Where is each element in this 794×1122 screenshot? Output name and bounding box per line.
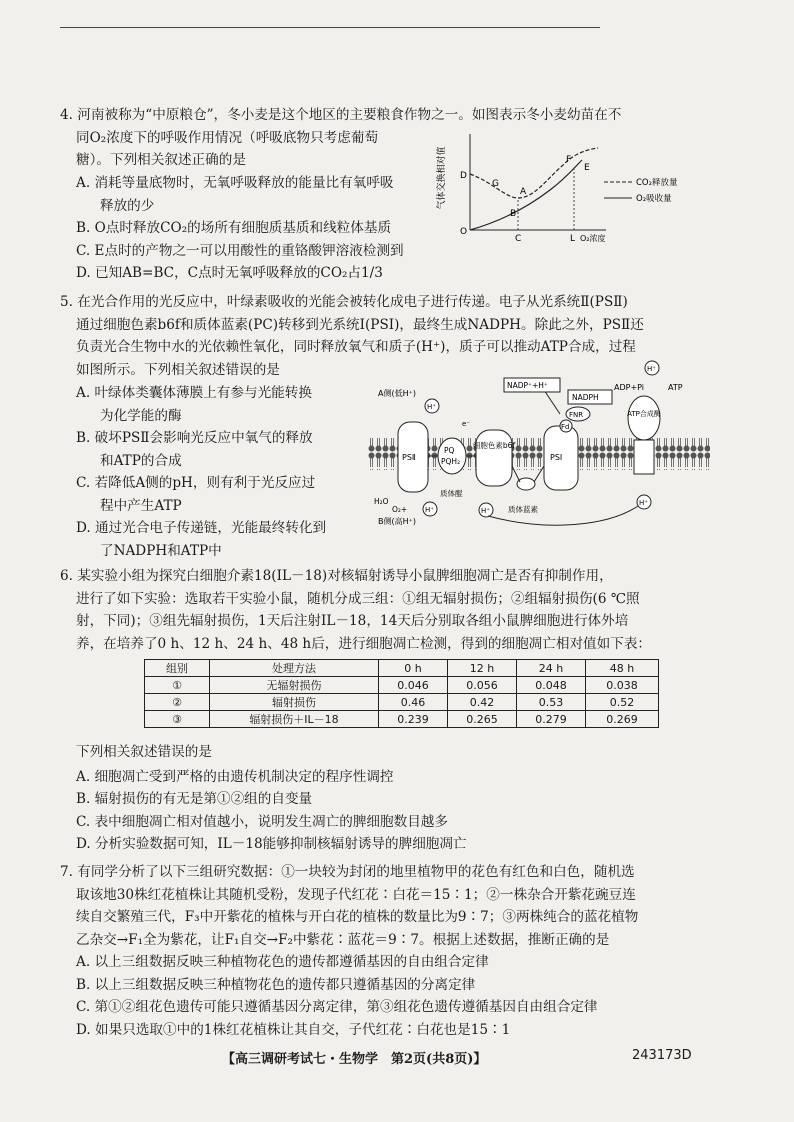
graph-point-c: C bbox=[515, 234, 522, 244]
question-6-options bbox=[60, 741, 760, 856]
table-header: 48 h bbox=[586, 660, 659, 677]
question-6-stem bbox=[60, 565, 760, 655]
table-cell: 0.269 bbox=[586, 711, 659, 728]
question-5-line: 负责光合生物中水的光依赖性氧化，同时释放氧气和质子(H⁺)，质子可以推动ATP合成，过程 bbox=[76, 339, 636, 355]
table-header: 24 h bbox=[517, 660, 586, 677]
question-4-graph bbox=[434, 128, 734, 250]
question-5-membrane-diagram bbox=[368, 356, 710, 534]
question-4-option-a-cont: 释放的少 bbox=[100, 197, 155, 214]
question-5-line: 5. 在光合作用的光反应中，叶绿素吸收的光能会被转化成电子进行传递。电子从光系统Ⅱ(PSⅡ) bbox=[60, 294, 628, 310]
question-6-line: 进行了如下实验：选取若干实验小鼠，随机分成三组：①组无辐射损伤；②组辐射损伤(6 ℃照 bbox=[76, 590, 640, 607]
question-4-line: 同O₂浓度下的呼吸作用情况（呼吸底物只考虑葡萄 bbox=[76, 129, 379, 146]
page-footer: 【高三调研考试七・生物学 第2页(共8页)】 bbox=[222, 1052, 487, 1067]
light-arrow bbox=[544, 390, 560, 414]
table-row bbox=[145, 711, 659, 728]
table-cell: 0.048 bbox=[517, 677, 586, 694]
graph-point-b: B bbox=[510, 209, 517, 219]
pq-label: PQ bbox=[444, 446, 455, 455]
top-rule bbox=[60, 27, 600, 28]
question-6-option-b[interactable]: B. 辐射损伤的有无是第①②组的自变量 bbox=[76, 791, 313, 807]
graph-ylabel: 气体交换相对值 bbox=[437, 146, 447, 210]
table-cell: 0.046 bbox=[379, 677, 448, 694]
question-4-option-c[interactable]: C. E点时的产物之一可以用酸性的重铬酸钾溶液检测到 bbox=[76, 242, 404, 259]
electron-label: e⁻ bbox=[462, 420, 471, 428]
graph-xlabel: O₂浓度 bbox=[580, 234, 606, 243]
pc-name-label: 质体蓝素 bbox=[508, 505, 538, 514]
graph-point-e: E bbox=[584, 163, 590, 173]
question-6-prompt: 下列相关叙述错误的是 bbox=[76, 744, 212, 760]
table-cell: 0.52 bbox=[586, 694, 659, 711]
atp-synthase-label: ATP合成酶 bbox=[627, 410, 661, 418]
pq-name-label: 质体醌 bbox=[440, 489, 463, 498]
graph-point-l: L bbox=[570, 234, 576, 244]
oxygen-label: O₂+ bbox=[392, 505, 408, 514]
psi-label: PSⅠ bbox=[550, 453, 563, 462]
question-6-option-d[interactable]: D. 分析实验数据可知，IL－18能够抑制核辐射诱导的脾细胞凋亡 bbox=[76, 836, 467, 852]
question-6-line: 6. 某实验小组为探究白细胞介素18(IL－18)对核辐射诱导小鼠脾细胞凋亡是否有抑制作用， bbox=[60, 568, 613, 584]
graph-point-f: F bbox=[566, 155, 572, 165]
table-cell: 0.46 bbox=[379, 694, 448, 711]
question-5-option-d[interactable]: D. 通过光合电子传递链，光能最终转化到 bbox=[76, 520, 327, 536]
question-6-option-c[interactable]: C. 表中细胞凋亡相对值越小，说明发生凋亡的脾细胞数目越多 bbox=[76, 813, 448, 830]
table-cell: 辐射损伤 bbox=[210, 694, 379, 711]
table-header: 处理方法 bbox=[210, 660, 379, 677]
proton-top-label: H⁺ bbox=[647, 365, 656, 373]
question-6-line: 射，下同)；③组先辐射损伤，1天后注射IL－18，14天后分别取各组小鼠脾细胞进行体外培 bbox=[76, 613, 629, 629]
question-5-option-a[interactable]: A. 叶绿体类囊体薄膜上有参与光能转换 bbox=[76, 385, 312, 401]
graph-co2-curve bbox=[470, 148, 598, 198]
question-7-option-a[interactable]: A. 以上三组数据反映三种植物花色的遗传都遵循基因的自由组合定律 bbox=[76, 954, 489, 970]
question-7-option-b[interactable]: B. 以上三组数据反映三种植物花色的遗传都只遵循基因的分离定律 bbox=[76, 976, 476, 993]
question-4-line: 4. 河南被称为“中原粮仓”，冬小麦是这个地区的主要粮食作物之一。如图表示冬小麦幼苗在不 bbox=[60, 107, 622, 123]
question-5-option-b-cont: 和ATP的合成 bbox=[100, 452, 182, 469]
pc-carrier bbox=[517, 478, 535, 490]
table-cell: ① bbox=[145, 677, 210, 694]
fnr-label: FNR bbox=[569, 411, 584, 419]
table-cell: 0.53 bbox=[517, 694, 586, 711]
table-header: 0 h bbox=[379, 660, 448, 677]
table-cell: 0.038 bbox=[586, 677, 659, 694]
question-4-option-d[interactable]: D. 已知AB=BC，C点时无氧呼吸释放的CO₂占1/3 bbox=[76, 265, 383, 281]
table-cell: 0.265 bbox=[448, 711, 517, 728]
question-5-option-c-cont: 程中产生ATP bbox=[100, 497, 182, 514]
question-5-option-a-cont: 为化学能的酶 bbox=[100, 407, 182, 424]
graph-point-o: O bbox=[460, 227, 468, 237]
proton-b2-label: H⁺ bbox=[481, 507, 490, 515]
graph-point-g: G bbox=[492, 179, 499, 189]
graph-point-d: D bbox=[460, 171, 467, 181]
nadp-label: NADP⁺+H⁺ bbox=[507, 381, 548, 390]
question-5-option-d-cont: 了NADPH和ATP中 bbox=[100, 542, 222, 559]
table-cell: 0.42 bbox=[448, 694, 517, 711]
question-5-options bbox=[60, 382, 370, 562]
side-a-label: A侧(低H⁺) bbox=[378, 389, 416, 398]
question-7-line: 乙杂交→F₁全为紫花，让F₁自交→F₂中紫花∶蓝花＝9∶7。根据上述数据，推断正确的是 bbox=[76, 931, 610, 948]
pq-carrier bbox=[438, 438, 466, 474]
table-header-row bbox=[145, 660, 659, 677]
atp-label: ATP bbox=[668, 383, 683, 392]
question-4-line: 糖）。下列相关叙述正确的是 bbox=[76, 152, 246, 168]
proton-bottom-right-label: H⁺ bbox=[639, 499, 648, 507]
table-cell: ② bbox=[145, 694, 210, 711]
pqh2-label: PQH₂ bbox=[441, 457, 461, 466]
table-header: 12 h bbox=[448, 660, 517, 677]
graph-point-a: A bbox=[520, 187, 527, 197]
table-cell: 辐射损伤＋IL－18 bbox=[210, 711, 379, 728]
proton-a-label: H⁺ bbox=[427, 403, 436, 411]
question-7-stem bbox=[60, 861, 760, 1041]
question-6-line: 养，在培养了0 h、12 h、24 h、48 h后，进行细胞凋亡检测，得到的细胞凋亡相对值如下表： bbox=[76, 635, 652, 652]
table-header: 组别 bbox=[145, 660, 210, 677]
table-cell: 0.279 bbox=[517, 711, 586, 728]
table-cell: 0.239 bbox=[379, 711, 448, 728]
table-row bbox=[145, 694, 659, 711]
legend-o2: O₂吸收量 bbox=[636, 194, 672, 204]
question-4-option-a[interactable]: A. 消耗等量底物时，无氧呼吸释放的能量比有氧呼吸 bbox=[76, 175, 394, 191]
question-7-option-d[interactable]: D. 如果只选取①中的1株红花植株让其自交，子代红花∶白花也是15∶1 bbox=[76, 1021, 511, 1038]
question-7-line: 7. 有同学分析了以下三组研究数据：①一块较为封闭的地里植物甲的花色有红色和白色，随机选 bbox=[60, 864, 635, 880]
question-6-table bbox=[144, 659, 659, 728]
question-4-options bbox=[60, 172, 440, 285]
cytochrome-b6f bbox=[476, 430, 512, 486]
psii-label: PSⅡ bbox=[402, 453, 416, 462]
table-cell: 0.056 bbox=[448, 677, 517, 694]
legend-co2: CO₂释放量 bbox=[636, 178, 678, 188]
table-cell: 无辐射损伤 bbox=[210, 677, 379, 694]
atp-synthase-head bbox=[628, 396, 660, 440]
side-b-label: B侧(高H⁺) bbox=[378, 517, 416, 526]
question-5-line: 通过细胞色素b6f和质体蓝素(PC)转移到光系统Ⅰ(PSⅠ)，最终生成NADPH。除此之外，PSⅡ还 bbox=[76, 316, 644, 333]
fd-label: Fd bbox=[561, 423, 570, 431]
question-7-line: 取该地30株红花植株让其随机受粉，发现子代红花∶白花＝15∶1；②一株杂合开紫花豌豆连 bbox=[76, 886, 636, 903]
question-4-option-b[interactable]: B. O点时释放CO₂的场所有细胞质基质和线粒体基质 bbox=[76, 220, 392, 236]
proton-b1-label: H⁺ bbox=[425, 506, 434, 514]
adp-label: ADP+Pi bbox=[614, 383, 645, 392]
question-5-option-b[interactable]: B. 破坏PSⅡ会影响光反应中氧气的释放 bbox=[76, 430, 313, 446]
question-7-line: 续自交繁殖三代，F₃中开紫花的植株与开白花的植株的数量比为9∶7；③两株纯合的蓝花植物 bbox=[76, 909, 639, 925]
question-7-option-c[interactable]: C. 第①②组花色遗传可能只遵循基因分离定律，第③组花色遗传遵循基因自由组合定律 bbox=[76, 999, 598, 1015]
cyt-label: 细胞色素b6f bbox=[472, 441, 516, 450]
question-5-option-c[interactable]: C. 若降低A侧的pH，则有利于光反应过 bbox=[76, 475, 316, 491]
nadph-label: NADPH bbox=[572, 393, 599, 402]
table-cell: ③ bbox=[145, 711, 210, 728]
table-row bbox=[145, 677, 659, 694]
water-label: H₂O bbox=[374, 497, 389, 506]
exam-code: 243173D bbox=[632, 1048, 692, 1063]
question-5-line: 如图所示。下列相关叙述错误的是 bbox=[76, 361, 280, 378]
atp-synthase-stalk bbox=[634, 440, 654, 474]
question-6-option-a[interactable]: A. 细胞凋亡受到严格的由遗传机制决定的程序性调控 bbox=[76, 768, 394, 785]
